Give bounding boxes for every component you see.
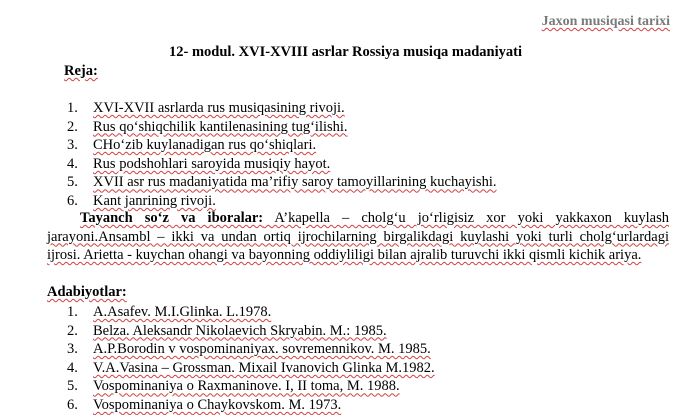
list-item-text: A.P.Borodin v vospominaniyax. sovremennikov. M. 1985. [93, 341, 431, 358]
list-item [67, 303, 435, 322]
plan-heading-text: Reja: [64, 63, 98, 79]
keywords-text: A’kapella – cholg‘u jo‘rligisiz xor yoki yakkaxon kuylash jarayoni.Ansambl – ikki va undan ortiq ijrochilarning birgalikdagi kuylashi yoki turli cholg‘urlardagi ijrosi. Arietta - kuychan ohangi va bayonning oddiyliligi bilan ajralib turuvchi ikki qismli kichik ariya. [47, 210, 670, 264]
list-item [67, 396, 435, 415]
running-header-text: Jaxon musiqasi tarixi [541, 14, 670, 29]
list-item [67, 322, 435, 341]
list-item-text: V.A.Vasina – Grossman. Mixail Ivanovich Glinka M.1982. [93, 359, 435, 376]
list-item-number: 6. [67, 192, 78, 209]
list-item-text: Kant janrining rivoji. [93, 192, 216, 209]
list-item [67, 99, 496, 118]
list-item-number: 5. [67, 174, 78, 191]
references-heading-text: Adabiyotlar: [47, 284, 127, 300]
plan-heading [64, 63, 98, 80]
running-header [542, 14, 670, 30]
list-item-number: 2. [67, 118, 78, 135]
list-item [67, 192, 496, 211]
list-item [67, 155, 496, 174]
list-item [67, 118, 496, 137]
list-item-text: Rus podshohlari saroyida musiqiy hayot. [93, 155, 331, 172]
keywords-lead: Tayanch so‘z va iboralar: [80, 210, 264, 226]
list-item-text: CHo‘zib kuylanadigan rus qo‘shiqlari. [93, 137, 317, 154]
list-item-number: 5. [67, 378, 78, 395]
list-item [67, 359, 435, 378]
references-heading [47, 284, 127, 301]
list-item-number: 1. [67, 304, 78, 320]
list-item-text: XVII asr rus madaniyatida ma’rifiy saroy tamoyillarining kuchayishi. [93, 174, 497, 191]
list-item-number: 6. [67, 396, 78, 413]
list-item-number: 4. [67, 359, 78, 376]
list-item-text: Rus qo‘shiqchilik kantilenasining tug‘ilishi. [93, 118, 348, 135]
list-item-text: Belza. Aleksandr Nikolaevich Skryabin. M.: 1985. [93, 322, 387, 339]
plan-list [67, 99, 496, 211]
page-title: 12- modul. XVI-XVIII asrlar Rossiya musiqa madaniyati [168, 44, 522, 60]
keywords-paragraph [47, 209, 669, 265]
list-item-text: A.Asafev. M.I.Glinka. L.1978. [93, 304, 272, 320]
list-item [67, 340, 435, 359]
list-item-text: Vospominaniya o Raxmaninove. I, II toma, M. 1988. [93, 378, 400, 395]
list-item [67, 173, 496, 192]
list-item [67, 136, 496, 155]
list-item-text: Vospominaniya o Chaykovskom. M. 1973. [93, 396, 342, 413]
list-item-text: XVI-XVII asrlarda rus musiqasining rivoji. [93, 100, 345, 116]
list-item [67, 377, 435, 396]
list-item-number: 4. [67, 155, 78, 172]
list-item-number: 2. [67, 322, 78, 339]
list-item-number: 3. [67, 137, 78, 154]
list-item-number: 3. [67, 341, 78, 358]
list-item-number: 1. [67, 100, 78, 116]
references-list [67, 303, 435, 415]
